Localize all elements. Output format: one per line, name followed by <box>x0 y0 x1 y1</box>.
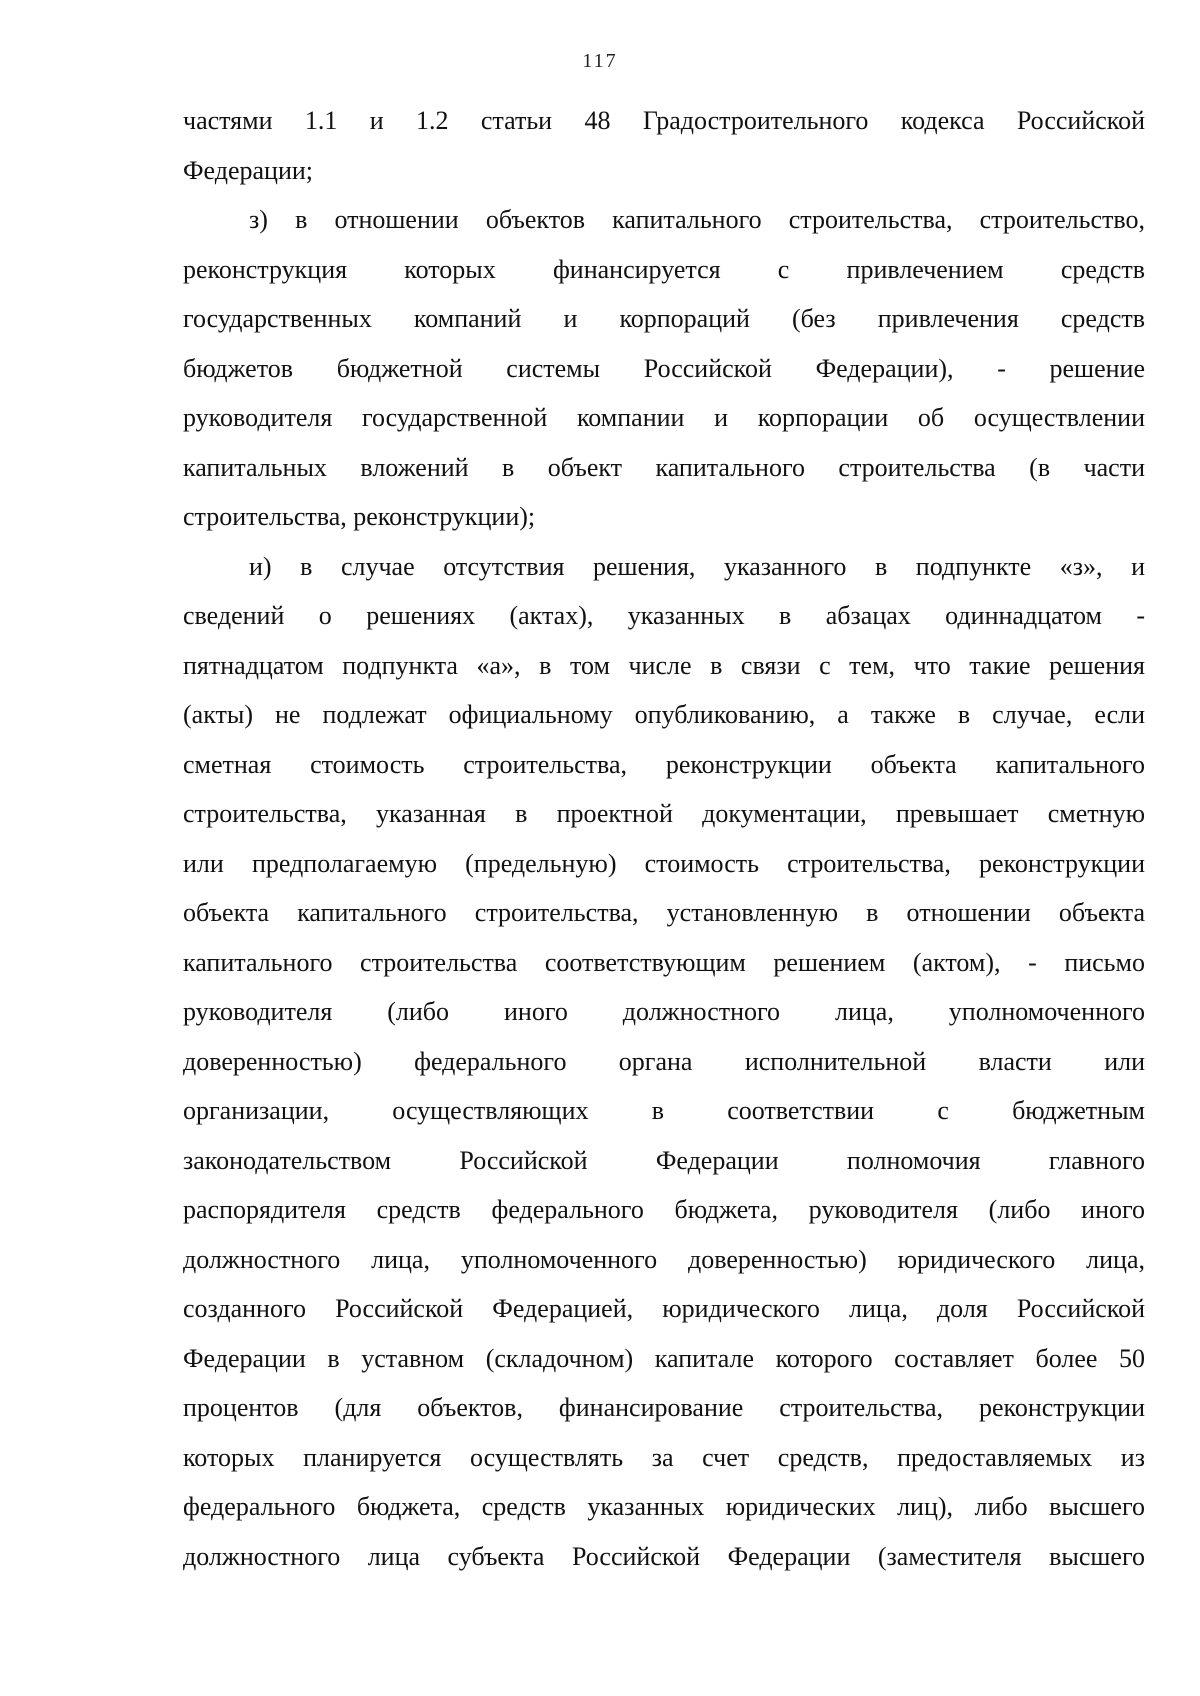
text-line: частями 1.1 и 1.2 статьи 48 Градостроительного кодекса Российской <box>183 106 1145 135</box>
text-line: которых планируется осуществлять за счет средств, предоставляемых из <box>183 1442 1145 1472</box>
document-body <box>183 96 1145 1581</box>
text-line: бюджетов бюджетной системы Российской Федерации), - решение <box>183 353 1145 383</box>
text-line: руководителя (либо иного должностного лица, уполномоченного <box>183 997 1145 1026</box>
text-line: капитальных вложений в объект капитального строительства (в части <box>183 452 1145 482</box>
text-line: (акты) не подлежат официальному опубликованию, а также в случае, если <box>183 700 1145 729</box>
text-line: организации, осуществляющих в соответствии с бюджетным <box>183 1096 1145 1125</box>
text-line: доверенностью) федерального органа исполнительной власти или <box>183 1046 1145 1076</box>
text-line: Федерации; <box>183 155 314 185</box>
text-line: сведений о решениях (актах), указанных в абзацах одиннадцатом - <box>183 601 1145 630</box>
text-line: государственных компаний и корпораций (без привлечения средств <box>183 304 1145 333</box>
text-line: з) в отношении объектов капитального строительства, строительство, <box>249 205 1145 234</box>
text-line: реконструкция которых финансируется с привлечением средств <box>183 254 1145 284</box>
text-line: должностного лица, уполномоченного доверенностью) юридического лица, <box>183 1244 1145 1274</box>
text-line: должностного лица субъекта Российской Федерации (заместителя высшего <box>183 1541 1145 1571</box>
text-line: сметная стоимость строительства, реконструкции объекта капитального <box>183 749 1145 779</box>
text-line: руководителя государственной компании и корпорации об осуществлении <box>183 403 1145 432</box>
text-line: строительства, реконструкции); <box>183 502 536 531</box>
text-line: строительства, указанная в проектной документации, превышает сметную <box>183 799 1145 828</box>
text-line: созданного Российской Федерацией, юридического лица, доля Российской <box>183 1294 1145 1323</box>
text-line: процентов (для объектов, финансирование строительства, реконструкции <box>183 1393 1145 1422</box>
text-line: или предполагаемую (предельную) стоимость строительства, реконструкции <box>183 848 1145 878</box>
text-line: капитального строительства соответствующим решением (актом), - письмо <box>183 947 1145 977</box>
text-line: федерального бюджета, средств указанных юридических лиц), либо высшего <box>183 1492 1145 1521</box>
text-line: пятнадцатом подпункта «а», в том числе в связи с тем, что такие решения <box>183 650 1145 680</box>
text-line: объекта капитального строительства, установленную в отношении объекта <box>183 898 1145 927</box>
text-line: распорядителя средств федерального бюджета, руководителя (либо иного <box>183 1195 1145 1224</box>
text-line: и) в случае отсутствия решения, указанного в подпункте «з», и <box>249 551 1145 581</box>
page-number: 117 <box>582 50 618 72</box>
text-line: законодательством Российской Федерации полномочия главного <box>183 1145 1145 1175</box>
text-line: Федерации в уставном (складочном) капитале которого составляет более 50 <box>183 1343 1145 1373</box>
